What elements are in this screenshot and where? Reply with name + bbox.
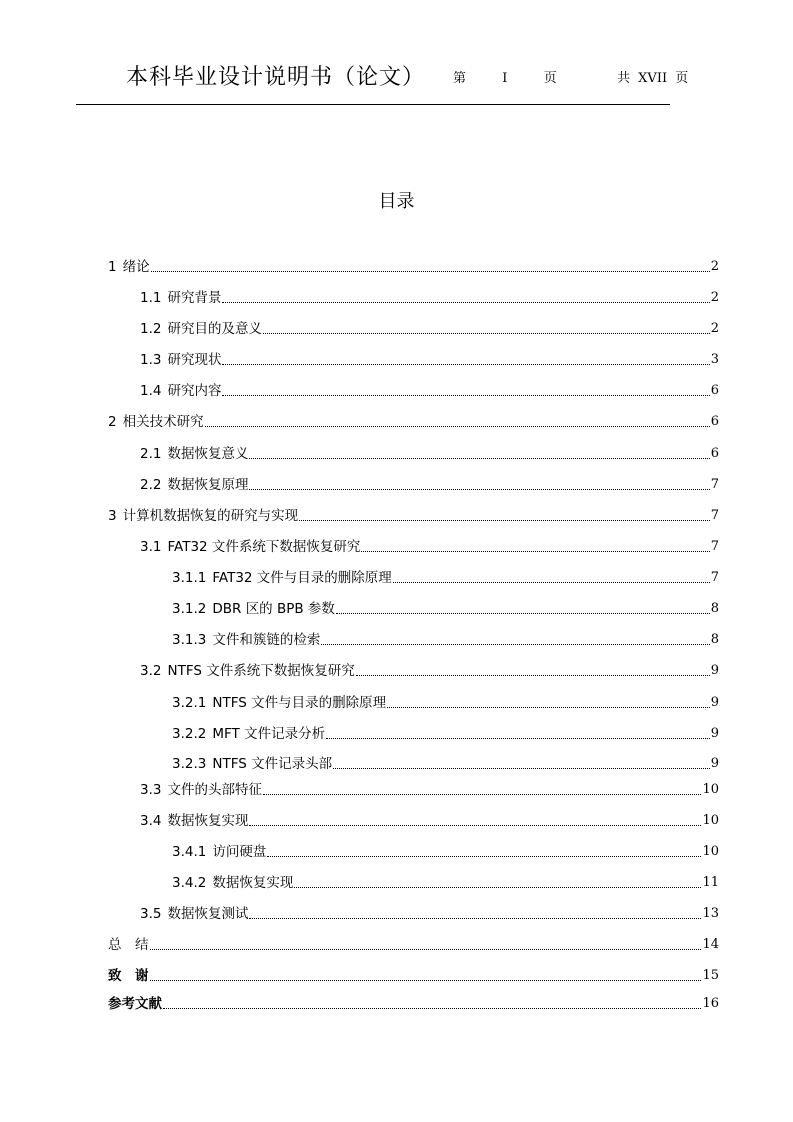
toc-entry[interactable] (108, 505, 719, 525)
toc-entry-page: 7 (710, 477, 719, 492)
toc-entry[interactable] (108, 380, 719, 400)
toc-entry-title: MFT 文件记录分析 (212, 726, 326, 742)
toc-entry-title: 相关技术研究 (122, 414, 204, 430)
toc-entry-page: 8 (710, 632, 719, 647)
toc-entry-title: FAT32 文件系统下数据恢复研究 (167, 539, 361, 555)
toc-entry-page: 8 (710, 601, 719, 616)
toc-entry-page: 9 (710, 726, 719, 741)
total-prefix: 共 (617, 71, 631, 86)
toc-entry-title: 研究目的及意义 (167, 321, 262, 337)
toc-leader-dots (249, 457, 709, 459)
toc-entry[interactable] (108, 660, 719, 680)
toc-leader-dots (222, 394, 709, 396)
toc-leader-dots (299, 519, 710, 521)
toc-entry-number: 3.1 (140, 539, 162, 555)
toc-entry-title: 文件和簇链的检索 (212, 632, 321, 648)
toc-leader-dots (336, 612, 710, 614)
toc-entry-title: 数据恢复意义 (167, 446, 249, 462)
toc-entry-page: 3 (710, 352, 719, 367)
toc-entry-page: 13 (702, 906, 719, 921)
document-title: 本科毕业设计说明书（论文） (126, 65, 426, 90)
toc-leader-dots (326, 737, 710, 739)
toc-entry-page: 2 (710, 290, 719, 305)
toc-entry[interactable] (108, 474, 719, 494)
toc-entry-page: 11 (702, 875, 719, 890)
toc-leader-dots (222, 301, 709, 303)
toc-entry-page: 16 (702, 996, 719, 1011)
toc-entry-number: 3.2.1 (172, 695, 207, 711)
toc-leader-dots (150, 979, 702, 981)
toc-entry[interactable] (108, 810, 719, 830)
toc-entry-number: 2.1 (140, 446, 162, 462)
toc-title: 目录 (378, 191, 415, 212)
toc-entry[interactable] (108, 598, 719, 618)
toc-entry-number: 1.2 (140, 321, 162, 337)
page-total: XVII (638, 71, 668, 86)
toc-leader-dots (393, 581, 710, 583)
toc-entry-page: 10 (702, 844, 719, 859)
toc-entry[interactable] (108, 318, 719, 338)
toc-entry-number: 2.2 (140, 477, 162, 493)
toc-entry-title: 绪论 (122, 259, 150, 275)
toc-entry[interactable] (108, 841, 719, 861)
toc-leader-dots (294, 886, 701, 888)
toc-entry-number: 1.1 (140, 290, 162, 306)
toc-entry-number: 3.2.3 (172, 756, 207, 772)
toc-leader-dots (263, 332, 710, 334)
page-header (76, 56, 689, 105)
toc-entry-title: 参考文献 (108, 996, 162, 1012)
toc-entry-page: 7 (710, 508, 719, 523)
toc-entry-title: 访问硬盘 (212, 844, 267, 860)
toc-leader-dots (150, 948, 702, 950)
toc-entry-page: 10 (702, 782, 719, 797)
page-current: I (502, 71, 508, 86)
toc-entry[interactable] (108, 934, 719, 954)
toc-leader-dots (205, 425, 710, 427)
toc-entry-number: 3.1.1 (172, 570, 207, 586)
toc-entry-number: 1.4 (140, 383, 162, 399)
toc-entry-number: 3.4.2 (172, 875, 207, 891)
toc-entry-title: NTFS 文件与目录的删除原理 (212, 695, 387, 711)
toc-entry-title: 研究现状 (167, 352, 222, 368)
toc-entry-title: FAT32 文件与目录的删除原理 (212, 570, 392, 586)
toc-entry[interactable] (108, 965, 719, 985)
toc-entry-page: 7 (710, 570, 719, 585)
toc-entry[interactable] (108, 872, 719, 892)
toc-entry-page: 6 (710, 414, 719, 429)
toc-leader-dots (151, 270, 710, 272)
toc-entry-number: 3.4 (140, 813, 162, 829)
toc-leader-dots (321, 643, 709, 645)
toc-entry-title: 数据恢复测试 (167, 906, 249, 922)
toc-entry-title: NTFS 文件记录头部 (212, 756, 333, 772)
toc-entry-number: 3.2.2 (172, 726, 207, 742)
toc-entry-number: 3.1.2 (172, 601, 207, 617)
toc-entry-number: 3.4.1 (172, 844, 207, 860)
page-unit: 页 (543, 71, 557, 86)
toc-entry-page: 9 (710, 695, 719, 710)
toc-entry-title: 致 谢 (108, 968, 149, 984)
toc-entry[interactable] (108, 692, 719, 712)
toc-entry-title: 研究内容 (167, 383, 222, 399)
toc-entry-title: 计算机数据恢复的研究与实现 (122, 508, 299, 524)
toc-leader-dots (333, 767, 710, 769)
toc-leader-dots (249, 488, 709, 490)
toc-entry-title: DBR 区的 BPB 参数 (212, 601, 335, 617)
toc-entry-title: 文件的头部特征 (167, 782, 262, 798)
toc-entry-page: 7 (710, 539, 719, 554)
toc-entry-page: 2 (710, 321, 719, 336)
toc-entry[interactable] (108, 903, 719, 923)
toc-entry[interactable] (108, 256, 719, 276)
toc-entry-title: 研究背景 (167, 290, 222, 306)
toc-leader-dots (387, 706, 710, 708)
toc-leader-dots (263, 793, 701, 795)
toc-entry-number: 2 (108, 414, 117, 430)
toc-entry-page: 6 (710, 383, 719, 398)
toc-entry-number: 3.3 (140, 782, 162, 798)
toc-entry-number: 3 (108, 508, 117, 524)
toc-entry[interactable] (108, 993, 719, 1013)
toc-entry-number: 3.2 (140, 663, 162, 679)
toc-entry[interactable] (108, 779, 719, 799)
toc-entry-page: 2 (710, 259, 719, 274)
toc-entry-page: 15 (702, 968, 719, 983)
toc-entry-page: 9 (710, 663, 719, 678)
toc-entry-page: 6 (710, 446, 719, 461)
total-unit: 页 (675, 71, 689, 86)
toc-entry[interactable] (108, 723, 719, 743)
toc-leader-dots (249, 917, 701, 919)
toc-leader-dots (222, 363, 709, 365)
toc-leader-dots (361, 550, 709, 552)
toc-entry-page: 10 (702, 813, 719, 828)
toc-leader-dots (249, 824, 701, 826)
toc-entry-number: 3.5 (140, 906, 162, 922)
toc-leader-dots (356, 674, 710, 676)
toc-entry[interactable] (108, 349, 719, 369)
toc-leader-dots (163, 1007, 701, 1009)
toc-entry[interactable] (108, 443, 719, 463)
toc-entry-title: 数据恢复原理 (167, 477, 249, 493)
toc-entry-page: 14 (702, 937, 719, 952)
page-indicator (453, 67, 692, 86)
toc-entry[interactable] (108, 411, 719, 431)
toc-entry-number: 3.1.3 (172, 632, 207, 648)
toc-entry[interactable] (108, 629, 719, 649)
toc-entry[interactable] (108, 536, 719, 556)
toc-entry[interactable] (108, 287, 719, 307)
page-prefix: 第 (453, 71, 467, 86)
toc-entry[interactable] (108, 753, 719, 773)
toc-entry-number: 1.3 (140, 352, 162, 368)
toc-entry-title: 总 结 (108, 937, 149, 953)
toc-leader-dots (267, 855, 701, 857)
toc-entry-title: 数据恢复实现 (212, 875, 294, 891)
toc-entry[interactable] (108, 567, 719, 587)
toc-entry-title: NTFS 文件系统下数据恢复研究 (167, 663, 355, 679)
toc-entry-number: 1 (108, 259, 117, 275)
toc-entry-page: 9 (710, 756, 719, 771)
toc-entry-title: 数据恢复实现 (167, 813, 249, 829)
